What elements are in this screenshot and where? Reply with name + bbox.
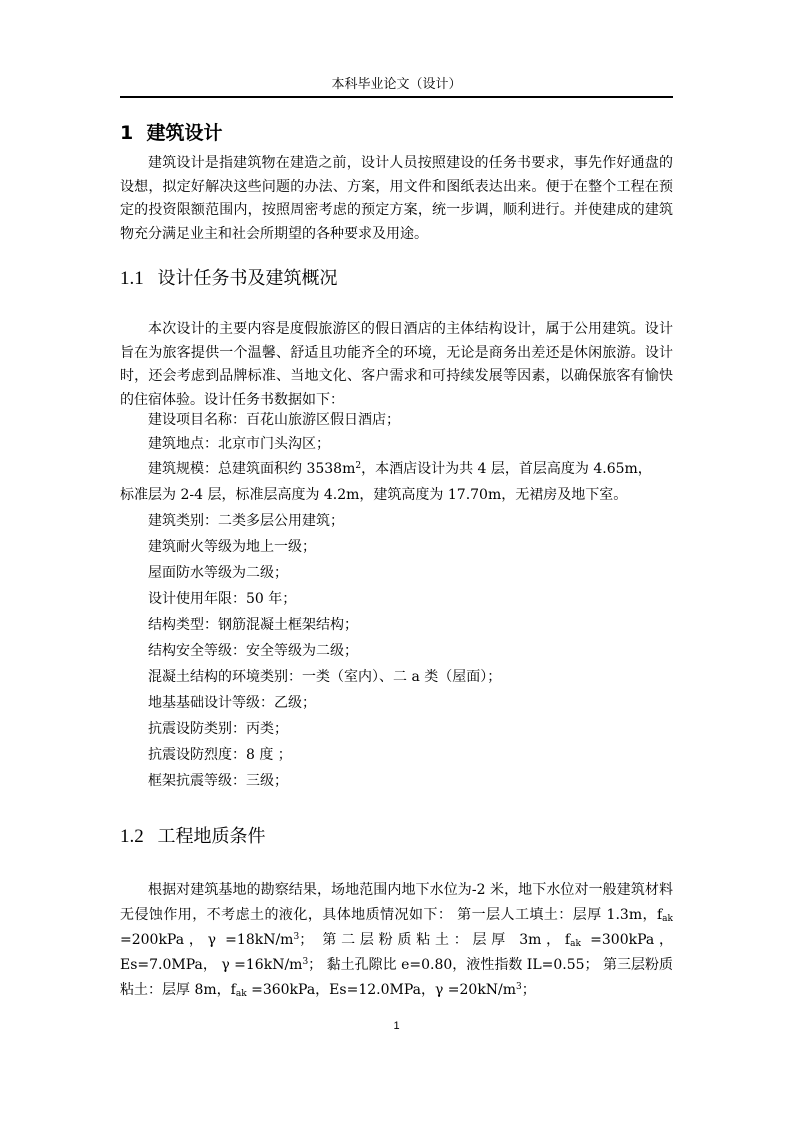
section-1-paragraph: 建筑设计是指建筑物在建造之前，设计人员按照建设的任务书要求，事先作好通盘的设想，拟定好解决这些问题的办法、方案，用文件和图纸表达出来。便于在整个工程在预定的投资限额范围内，按照周密考虑的预定方案，统一步调，顺利进行。并使建成的建筑物充分满足业主和社会所期望的各种要求及用途。 xyxy=(120,155,673,242)
item-project-name: 建设项目名称：百花山旅游区假日酒店； xyxy=(148,412,400,428)
section-1-1-paragraph: 本次设计的主要内容是度假旅游区的假日酒店的主体结构设计，属于公用建筑。设计旨在为旅客提供一个温馨、舒适且功能齐全的环境，无论是商务出差还是休闲旅游。设计时，还会考虑到品牌标准、当地文化、客户需求和可持续发展等因素，以确保旅客有愉快的住宿体验。设计任务书数据如下： xyxy=(120,321,673,408)
geo-sub-ak-2: ak xyxy=(570,939,581,949)
section-1-heading xyxy=(120,120,673,146)
section-1-number: 1 xyxy=(120,122,134,144)
header-rule xyxy=(120,96,673,98)
geo-sup-3-2: 3 xyxy=(302,957,309,967)
section-1-1-number: 1.1 xyxy=(120,268,144,289)
item-scale-line1 xyxy=(148,459,652,479)
item-seismic-intensity: 抗震设防烈度：8 度 ； xyxy=(148,747,292,763)
geo-text-d: =300kPa，Es=7.0MPa， γ =16kN/m xyxy=(120,932,673,973)
scale-text-b: ，本酒店设计为共 4 层，首层高度为 4.65m， xyxy=(361,461,652,477)
item-environment: 混凝土结构的环境类别：一类（室内）、二 a 类（屋面）； xyxy=(148,669,502,685)
item-scale-line2: 标准层为 2-4 层，标准层高度为 4.2m，建筑高度为 17.70m，无裙房及地下室。 xyxy=(120,487,628,503)
item-frame-seismic: 框架抗震等级：三级； xyxy=(148,773,288,789)
section-1-2-paragraph xyxy=(120,878,673,1003)
geo-sub-ak-3: ak xyxy=(235,989,247,999)
geo-text-a: 根据对建筑基地的勘察结果，场地范围内地下水位为-2 米，地下水位对一般建筑材料无侵蚀作用，不考虑土的液化，具体地质情况如下： 第一层人工填土：层厚 1.3m，f xyxy=(120,882,673,923)
item-structure-type: 结构类型：钢筋混凝土框架结构； xyxy=(148,617,358,633)
section-1-2-number: 1.2 xyxy=(120,826,144,847)
geo-text-e: ； 黏土孔隙比 e=0.80，液性指数 IL=0.55； 第三层粉质粘土：层厚 8m，f xyxy=(120,957,673,998)
geo-sup-3-1: 3 xyxy=(293,932,300,942)
item-category: 建筑类别：二类多层公用建筑； xyxy=(148,513,344,529)
section-1-title: 建筑设计 xyxy=(146,122,223,144)
geo-text-b: =200kPa，γ =18kN/m xyxy=(120,932,294,948)
item-fire: 建筑耐火等级为地上一级； xyxy=(148,539,316,555)
item-foundation: 地基基础设计等级：乙级； xyxy=(148,695,316,711)
section-1-1-title: 设计任务书及建筑概况 xyxy=(157,268,338,289)
scale-superscript: 2 xyxy=(355,461,362,471)
geo-text-g: ； xyxy=(521,982,536,998)
geo-text-c: ； 第二层粉质粘土：层厚 3m，f xyxy=(299,932,571,948)
item-waterproof: 屋面防水等级为二级； xyxy=(148,565,288,581)
page-number: 1 xyxy=(393,1020,400,1032)
geo-text-f: =360kPa，Es=12.0MPa，γ =20kN/m xyxy=(246,982,517,998)
item-location: 建筑地点：北京市门头沟区； xyxy=(148,436,330,452)
running-header: 本科毕业论文（设计） xyxy=(331,77,462,92)
section-1-2-heading xyxy=(120,824,673,850)
section-1-2-title: 工程地质条件 xyxy=(157,826,266,847)
section-1-1-heading xyxy=(120,266,673,292)
item-service-life: 设计使用年限：50 年； xyxy=(148,591,297,607)
item-seismic-category: 抗震设防类别：丙类； xyxy=(148,721,288,737)
geo-sub-ak-1: ak xyxy=(662,914,673,924)
scale-text-a: 建筑规模：总建筑面积约 3538m xyxy=(148,461,356,477)
item-safety: 结构安全等级：安全等级为二级； xyxy=(148,643,358,659)
geo-sup-3-3: 3 xyxy=(516,982,522,992)
